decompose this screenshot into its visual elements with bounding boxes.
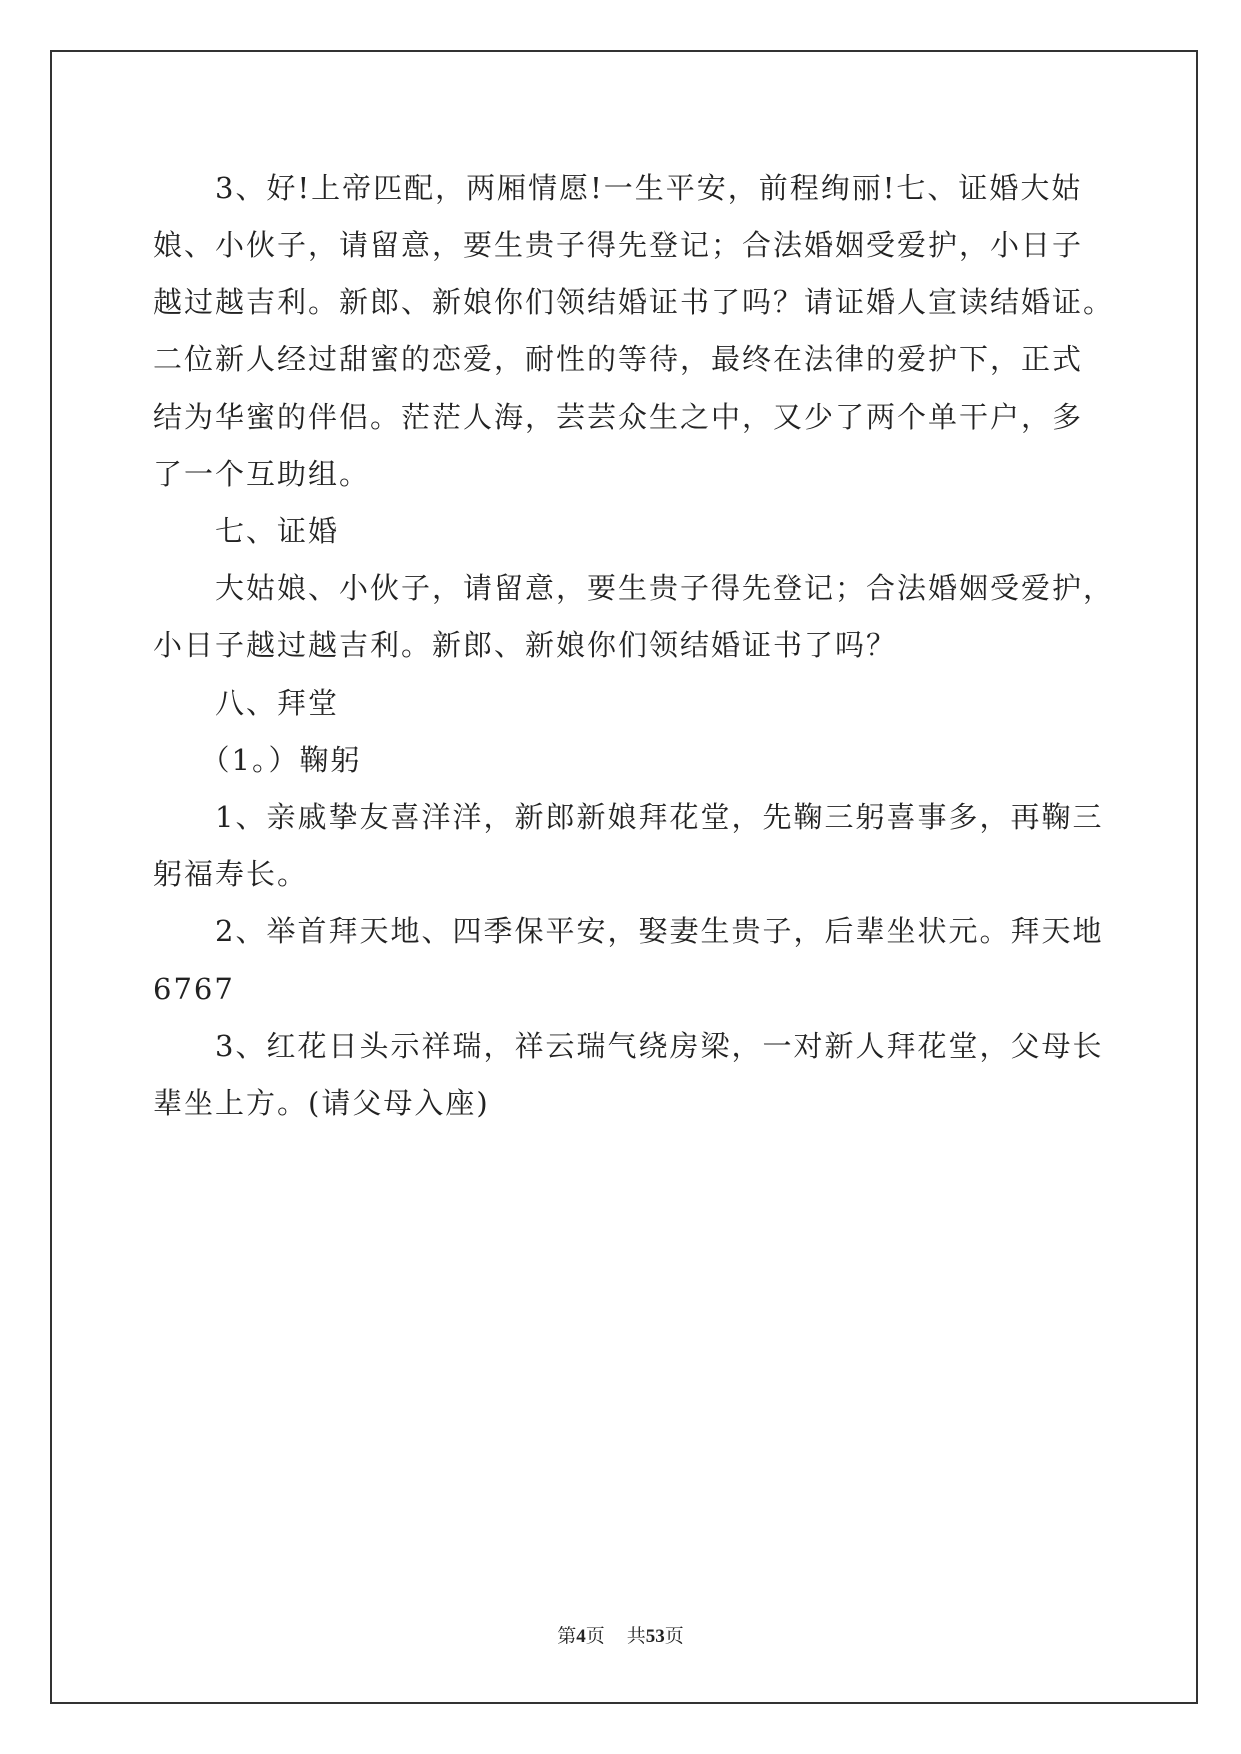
- subsection-heading: （1。）鞠躬: [153, 743, 362, 777]
- total-label-suffix: 页: [664, 1625, 684, 1647]
- section-heading: 七、证婚: [153, 514, 340, 548]
- paragraph-line: 越过越吉利。新郎、新娘你们领结婚证书了吗？请证婚人宣读结婚证。: [153, 285, 1115, 319]
- paragraph-line: 娘、小伙子，请留意，要生贵子得先登记；合法婚姻受爱护，小日子: [153, 228, 1084, 262]
- paragraph-line: 大姑娘、小伙子，请留意，要生贵子得先登记；合法婚姻受爱护，: [153, 571, 1115, 605]
- paragraph-line: 6767: [153, 972, 235, 1006]
- total-label-prefix: 共: [626, 1625, 646, 1647]
- section-heading: 八、拜堂: [153, 686, 340, 720]
- paragraph-line: 3、红花日头示祥瑞，祥云瑞气绕房梁，一对新人拜花堂，父母长: [153, 1029, 1104, 1063]
- paragraph-line: 了一个互助组。: [153, 457, 371, 491]
- paragraph-line: 小日子越过越吉利。新郎、新娘你们领结婚证书了吗？: [153, 628, 898, 662]
- paragraph-line: 辈坐上方。(请父母入座): [153, 1086, 490, 1120]
- total-page-count: 53: [645, 1626, 665, 1647]
- paragraph-line: 结为华蜜的伴侣。茫茫人海，芸芸众生之中，又少了两个单干户，多: [153, 400, 1084, 434]
- page-footer: [0, 1624, 1241, 1649]
- current-page-number: 4: [576, 1626, 586, 1647]
- page-label-suffix: 页: [585, 1625, 605, 1647]
- paragraph-line: 二位新人经过甜蜜的恋爱，耐性的等待，最终在法律的爱护下，正式: [153, 342, 1084, 376]
- page-label-prefix: 第: [557, 1625, 577, 1647]
- paragraph-line: 1、亲戚挚友喜洋洋，新郎新娘拜花堂，先鞠三躬喜事多，再鞠三: [153, 800, 1104, 834]
- paragraph-line: 躬福寿长。: [153, 857, 309, 891]
- paragraph-line: 2、举首拜天地、四季保平安，娶妻生贵子，后辈坐状元。拜天地: [153, 914, 1104, 948]
- paragraph-line: 3、好!上帝匹配，两厢情愿!一生平安，前程绚丽!七、证婚大姑: [153, 171, 1083, 205]
